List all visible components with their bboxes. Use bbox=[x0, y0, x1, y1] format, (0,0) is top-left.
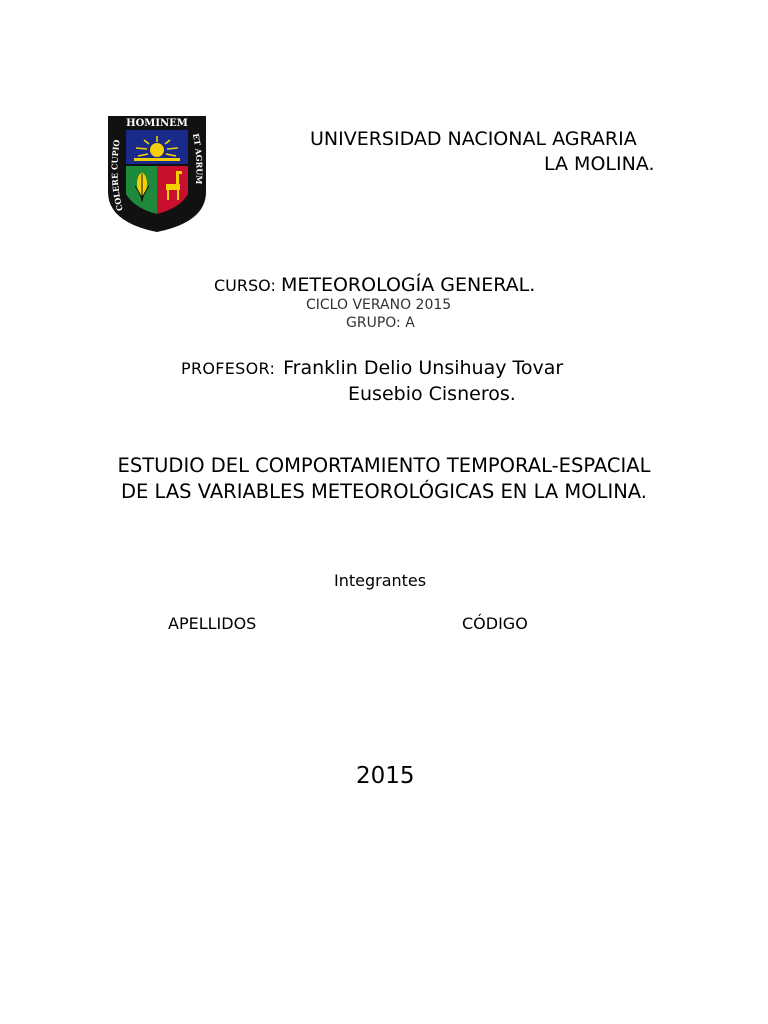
university-crest-logo bbox=[106, 114, 208, 234]
members-heading: Integrantes bbox=[334, 571, 427, 590]
course-name: METEOROLOGÍA GENERAL. bbox=[280, 274, 536, 296]
professor-name-2: Eusebio Cisneros. bbox=[348, 383, 516, 405]
title-line2: DE LAS VARIABLES METEOROLÓGICAS EN LA MOLINA. bbox=[120, 480, 648, 503]
course-label: CURSO: bbox=[214, 276, 276, 295]
motto-left: COLERE CUPIO bbox=[109, 138, 125, 213]
course-cycle: CICLO VERANO 2015 bbox=[306, 297, 452, 313]
professor-row bbox=[181, 357, 563, 379]
document-year: 2015 bbox=[356, 763, 415, 789]
motto-right: ET AGRUM bbox=[190, 132, 205, 185]
course-group: GRUPO: A bbox=[346, 315, 415, 331]
course-row bbox=[214, 274, 535, 296]
professor-label: PROFESOR: bbox=[181, 359, 276, 378]
members-column-surnames: APELLIDOS bbox=[168, 614, 257, 633]
professor-name-1: Franklin Delio Unsihuay Tovar bbox=[283, 357, 564, 379]
document-title bbox=[0, 453, 768, 505]
university-name-line2: LA MOLINA. bbox=[544, 153, 655, 175]
title-line1: ESTUDIO DEL COMPORTAMIENTO TEMPORAL-ESPACIAL bbox=[117, 454, 651, 477]
university-name-line1: UNIVERSIDAD NACIONAL AGRARIA bbox=[310, 128, 637, 150]
motto-top: HOMINEM bbox=[126, 118, 188, 129]
members-column-code: CÓDIGO bbox=[462, 614, 528, 633]
